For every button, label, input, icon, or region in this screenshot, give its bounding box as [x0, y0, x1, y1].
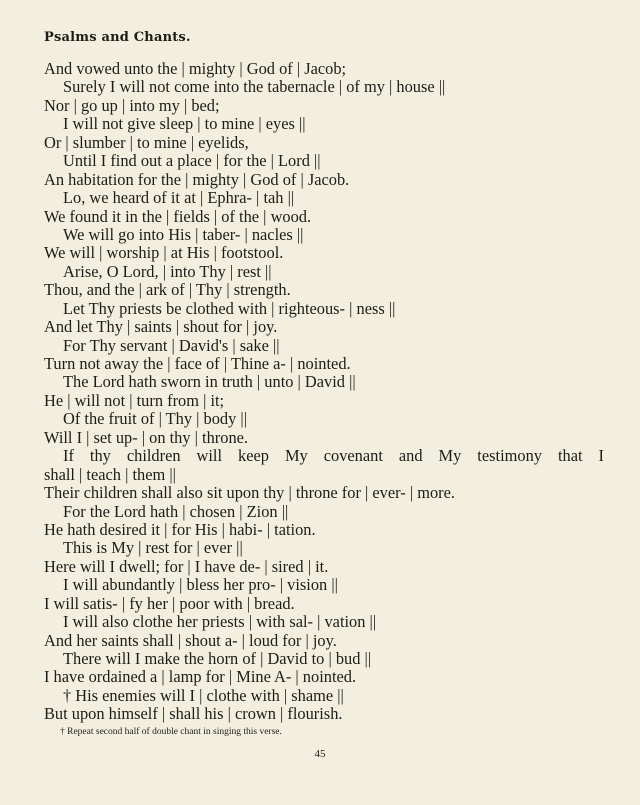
verse-line: I will abundantly | bless her pro- | vision || — [63, 575, 338, 595]
verse-line: I will also clothe her priests | with sal- | vation || — [63, 612, 377, 632]
verse-line: † His enemies will I | clothe with | shame || — [63, 685, 344, 705]
verse-line: We will go into His | taber- | nacles || — [63, 224, 304, 244]
verse-line: Or | slumber | to mine | eyelids, — [44, 132, 249, 152]
verse-line: He | will not | turn from | it; — [44, 390, 225, 410]
verse-line: Will I | set up- | on thy | throne. — [44, 427, 249, 447]
verse-line: Their children shall also sit upon thy | throne for | ever- | more. — [44, 483, 455, 503]
verse-line: If thy children will keep My covenant and My testimony that I — [63, 446, 604, 466]
verse-line: We will | worship | at His | footstool. — [44, 243, 284, 263]
verse-line: For Thy servant | David's | sake || — [63, 335, 280, 355]
verse-line: Arise, O Lord, | into Thy | rest || — [63, 261, 272, 281]
page-number: 45 — [314, 748, 326, 760]
verse-line: shall | teach | them || — [44, 464, 176, 484]
verse-line: We found it in the | fields | of the | wood. — [44, 206, 312, 226]
verse-line: Thou, and the | ark of | Thy | strength. — [44, 280, 291, 300]
verse-line: For the Lord hath | chosen | Zion || — [63, 501, 289, 521]
verse-line: Nor | go up | into my | bed; — [44, 95, 220, 115]
verse-line: Until I find out a place | for the | Lord || — [63, 151, 321, 171]
verse-line: I will satis- | fy her | poor with | bread. — [44, 593, 295, 613]
psalm-text — [44, 60, 604, 724]
footnote: † Repeat second half of double chant in singing this verse. — [60, 727, 282, 737]
verse-line: He hath desired it | for His | habi- | tation. — [44, 519, 316, 539]
verse-line: This is My | rest for | ever || — [63, 538, 243, 558]
verse-line: I will not give sleep | to mine | eyes || — [63, 114, 306, 134]
verse-line: Let Thy priests be clothed with | righteous- | ness || — [63, 298, 396, 318]
verse-line: Surely I will not come into the tabernacle | of my | house || — [63, 77, 446, 97]
verse-line: I have ordained a | lamp for | Mine A- | nointed. — [44, 667, 357, 687]
verse-line: Lo, we heard of it at | Ephra- | tah || — [63, 188, 295, 208]
verse-line: Of the fruit of | Thy | body || — [63, 409, 247, 429]
verse-line: An habitation for the | mighty | God of | Jacob. — [44, 169, 350, 189]
verse-line: And let Thy | saints | shout for | joy. — [44, 317, 278, 337]
verse-line: But upon himself | shall his | crown | flourish. — [44, 704, 343, 724]
verse-line: And her saints shall | shout a- | loud for | joy. — [44, 630, 337, 650]
verse-line: Turn not away the | face of | Thine a- | nointed. — [44, 354, 351, 373]
running-head: Psalms and Chants. — [44, 30, 191, 45]
verse-line: There will I make the horn of | David to | bud || — [63, 649, 372, 668]
verse-line: And vowed unto the | mighty | God of | Jacob; — [44, 59, 347, 78]
verse-line: The Lord hath sworn in truth | unto | David || — [63, 372, 356, 392]
verse-line: Here will I dwell; for | I have de- | sired | it. — [44, 556, 329, 576]
